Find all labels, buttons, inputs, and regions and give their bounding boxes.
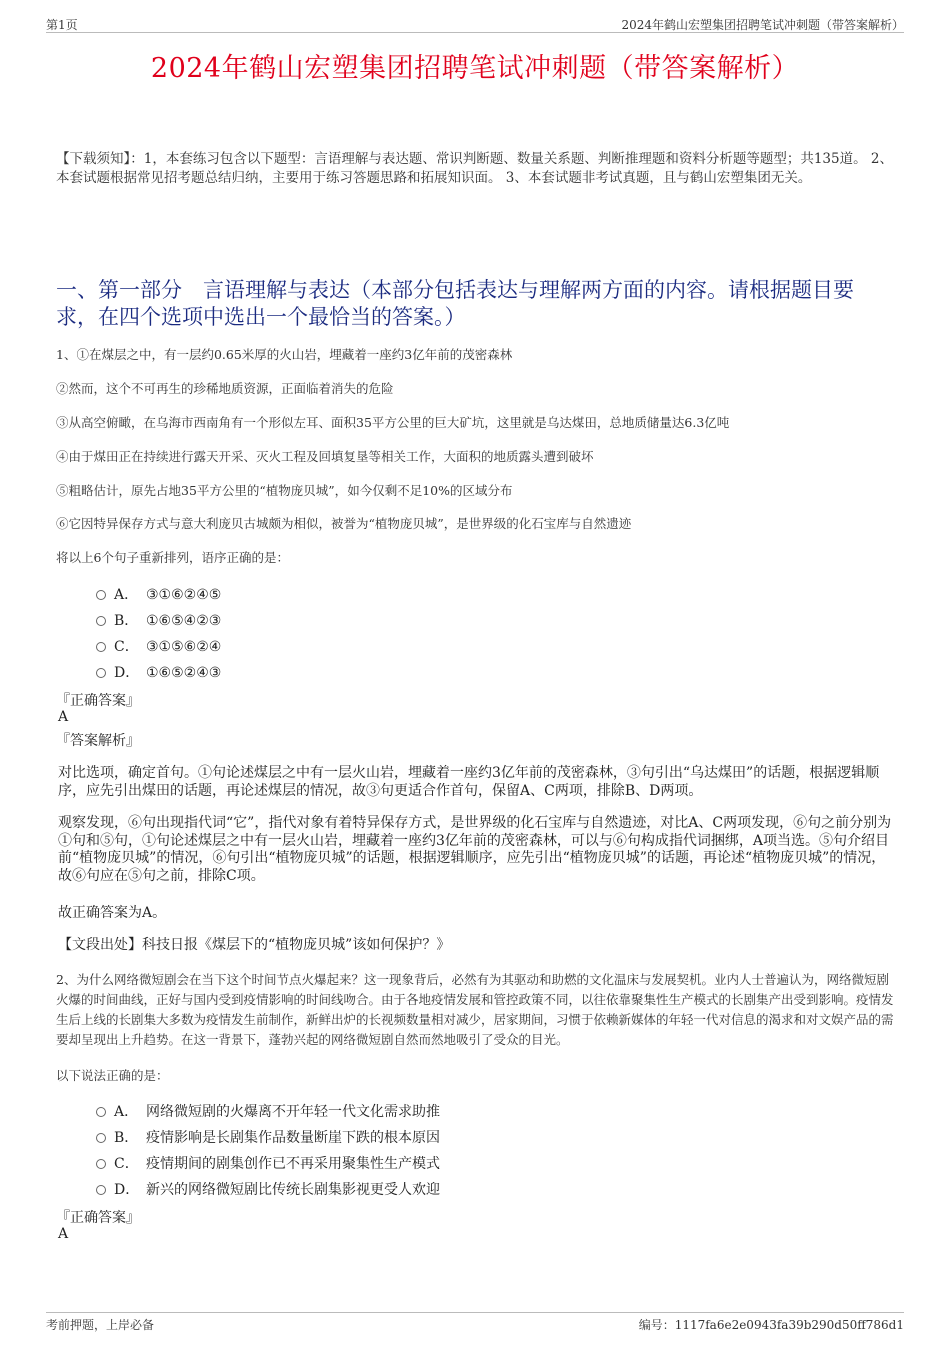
q1-line-4: ④由于煤田正在持续进行露天开采、灭火工程及回填复垦等相关工作，大面积的地质露头遭到破坏 (56, 449, 594, 464)
q2-option-a[interactable]: A． 网络微短剧的火爆离不开年轻一代文化需求助推 (96, 1101, 440, 1121)
radio-icon[interactable] (96, 590, 106, 600)
radio-icon[interactable] (96, 642, 106, 652)
q1-option-a[interactable]: A． ③①⑥②④⑤ (96, 584, 221, 604)
radio-icon[interactable] (96, 616, 106, 626)
q1-answer-label: 『正确答案』 (56, 693, 140, 709)
footer-doc-id: 编号：1117fa6e2e0943fa39b290d50ff786d1 (638, 1318, 904, 1332)
q1-option-c[interactable]: C． ③①⑤⑥②④ (96, 636, 221, 656)
page-header (46, 14, 904, 33)
q1-line-1: 1、①在煤层之中，有一层约0.65米厚的火山岩，埋藏着一座约3亿年前的茂密森林 (56, 347, 513, 362)
q1-source: 【文段出处】科技日报《煤层下的“植物庞贝城”该如何保护？》 (58, 937, 451, 953)
document-title: 2024年鹤山宏塑集团招聘笔试冲刺题（带答案解析） (150, 53, 800, 84)
radio-icon[interactable] (96, 1185, 106, 1195)
download-notice: 【下载须知】：1，本套练习包含以下题型：言语理解与表达题、常识判断题、数量关系题、判断推理题和资料分析题等题型；共135道。 2、本套试题根据常见招考题总结归纳，主要用于练习答题思路和拓展知识面。 3、本套试题非考试真题，且与鹤山宏塑集团无关。 (56, 151, 893, 186)
radio-icon[interactable] (96, 668, 106, 678)
q1-analysis-label: 『答案解析』 (56, 733, 140, 749)
page-footer (46, 1312, 904, 1333)
q2-option-d[interactable]: D． 新兴的网络微短剧比传统长剧集影视更受人欢迎 (96, 1179, 440, 1199)
q1-answer: A (58, 709, 69, 725)
page-number: 第1页 (46, 18, 78, 32)
q2-option-b[interactable]: B． 疫情影响是长剧集作品数量断崖下跌的根本原因 (96, 1127, 440, 1147)
q1-option-b[interactable]: B． ①⑥⑤④②③ (96, 610, 221, 630)
q2-answer-label: 『正确答案』 (56, 1210, 140, 1226)
q1-analysis-p2: 观察发现，⑥句出现指代词“它”，指代对象有着特异保存方式，是世界级的化石宝库与自然遗迹，对比A、C两项发现，⑥句之前分别为①句和⑤句，①句论述煤层之中有一层火山岩，埋藏着一座约3亿年前的茂密森林，可以与⑥句构成指代词捆绑，A项当选。⑤句介绍目前“植物庞贝城”的情况，⑥句引出“植物庞贝城”的话题，根据逻辑顺序，应先引出“植物庞贝城”的话题，再论述“植物庞贝城”的情况，故⑥句应在⑤句之前，排除C项。 (58, 815, 892, 884)
q1-analysis-p3: 故正确答案为A。 (58, 905, 167, 921)
q2-option-c[interactable]: C． 疫情期间的剧集创作已不再采用聚集性生产模式 (96, 1153, 440, 1173)
q2-answer: A (58, 1226, 69, 1242)
q1-line-3: ③从高空俯瞰，在乌海市西南角有一个形似左耳、面积35平方公里的巨大矿坑，这里就是乌达煤田，总地质储量达6.3亿吨 (56, 415, 730, 430)
q1-line-2: ②然而，这个不可再生的珍稀地质资源，正面临着消失的危险 (56, 381, 394, 396)
q2-prompt: 以下说法正确的是： (56, 1068, 169, 1083)
q1-line-6: ⑥它因特异保存方式与意大利庞贝古城颇为相似，被誉为“植物庞贝城”，是世界级的化石宝库与自然遗迹 (56, 516, 632, 531)
q1-prompt: 将以上6个句子重新排列，语序正确的是： (56, 550, 289, 565)
footer-slogan: 考前押题，上岸必备 (46, 1318, 155, 1332)
radio-icon[interactable] (96, 1133, 106, 1143)
section-heading: 一、第一部分 言语理解与表达（本部分包括表达与理解两方面的内容。请根据题目要求，在四个选项中选出一个最恰当的答案。） (56, 278, 854, 329)
q1-analysis-p1: 对比选项，确定首句。①句论述煤层之中有一层火山岩，埋藏着一座约3亿年前的茂密森林，③句引出“乌达煤田”的话题，根据逻辑顺序，应先引出煤田的话题，再论述煤层的情况，故③句更适合作首句，保留A、C两项，排除B、D两项。 (58, 765, 880, 799)
radio-icon[interactable] (96, 1107, 106, 1117)
header-doc-title: 2024年鹤山宏塑集团招聘笔试冲刺题（带答案解析） (621, 18, 904, 32)
q1-option-d[interactable]: D． ①⑥⑤②④③ (96, 662, 221, 682)
q1-line-5: ⑤粗略估计，原先占地35平方公里的“植物庞贝城”，如今仅剩不足10%的区域分布 (56, 483, 513, 498)
q2-stem: 2、为什么网络微短剧会在当下这个时间节点火爆起来？这一现象背后，必然有为其驱动和助燃的文化温床与发展契机。业内人士普遍认为，网络微短剧火爆的时间曲线，正好与国内受到疫情影响的时间线吻合。由于各地疫情发展和管控政策不同，以往依靠聚集性生产模式的长剧集产出受到影响。疫情发生后上线的长剧集大多数为疫情发生前制作，新鲜出炉的长视频数量相对减少，居家期间，习惯于依赖新媒体的年轻一代对信息的渴求和对文娱产品的需要却呈现出上升趋势。在这一背景下，蓬勃兴起的网络微短剧自然而然地吸引了受众的目光。 (56, 972, 894, 1047)
radio-icon[interactable] (96, 1159, 106, 1169)
